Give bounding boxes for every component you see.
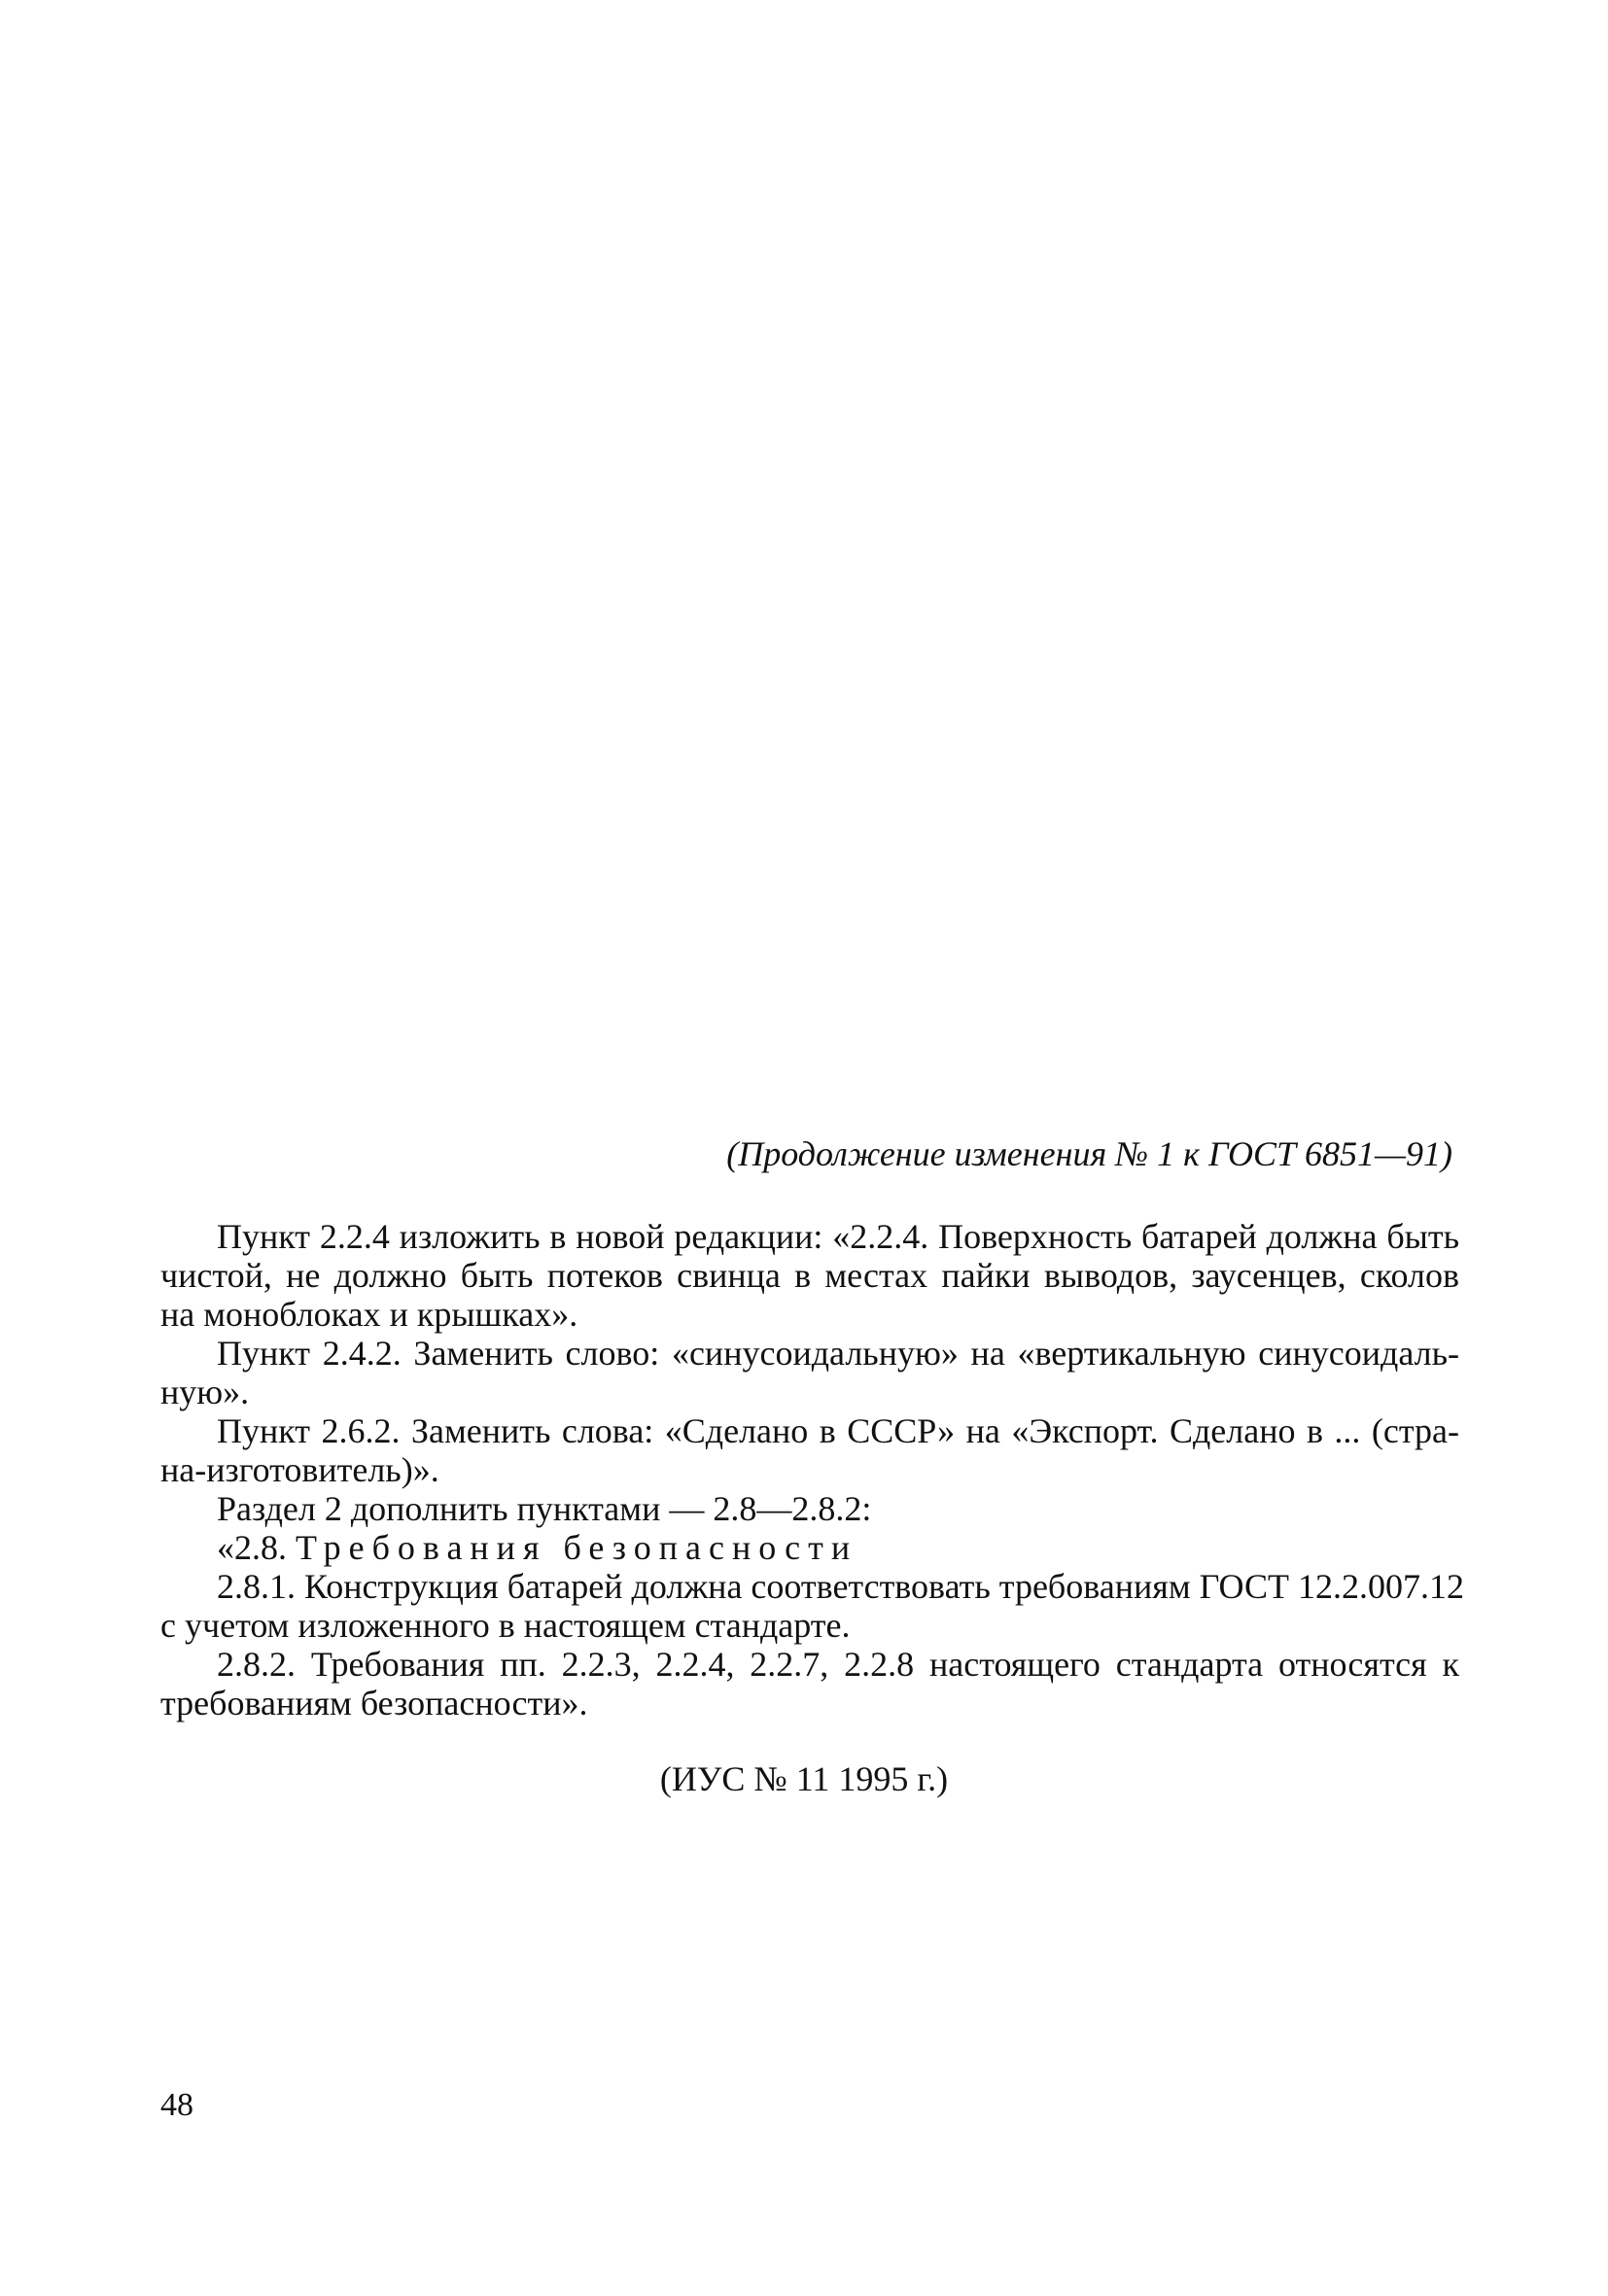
section-2-addition: Раздел 2 дополнить пунктами — 2.8—2.8.2:: [217, 1489, 872, 1528]
paragraph-2-6-2-line-1: Пункт 2.6.2. Заменить слова: «Сделано в СССР» на «Экспорт. Сделано в ... (стра-: [217, 1411, 1459, 1450]
paragraph-2-6-2-line-2: на-изготовитель)».: [160, 1450, 439, 1489]
paragraph-2-2-4-line-2: чистой, не должно быть потеков свинца в местах пайки выводов, заусенцев, сколов: [160, 1256, 1459, 1295]
paragraph-2-8-2-line-2: требованиям безопасности».: [160, 1684, 588, 1722]
paragraph-2-2-4-line-3: на моноблоках и крышках».: [160, 1295, 578, 1334]
paragraph-2-2-4-line-1: Пункт 2.2.4 изложить в новой редакции: «2.2.4. Поверхность батарей должна быть: [217, 1217, 1459, 1256]
section-2-8-title: Требования безопасности: [296, 1528, 858, 1567]
amendment-body: [160, 1217, 1464, 1722]
paragraph-2-8-1-line-2: с учетом изложенного в настоящем стандарте.: [160, 1606, 851, 1645]
paragraph-2-8-2-line-1: 2.8.2. Требования пп. 2.2.3, 2.2.4, 2.2.7, 2.2.8 настоящего стандарта относятся к: [217, 1645, 1459, 1684]
paragraph-2-4-2-line-1: Пункт 2.4.2. Заменить слово: «синусоидальную» на «вертикальную синусоидаль-: [217, 1334, 1459, 1373]
paragraph-2-4-2-line-2: ную».: [160, 1373, 250, 1411]
paragraph-2-8-1-line-1: 2.8.1. Конструкция батарей должна соответствовать требованиям ГОСТ 12.2.007.12: [217, 1567, 1464, 1606]
section-2-8-heading: [160, 1528, 1459, 1567]
section-2-8-number: «2.8.: [217, 1528, 287, 1567]
amendment-header: (Продолжение изменения № 1 к ГОСТ 6851—91): [726, 1134, 1452, 1173]
page-number: 48: [160, 2087, 193, 2123]
ius-reference: (ИУС № 11 1995 г.): [659, 1759, 949, 1798]
